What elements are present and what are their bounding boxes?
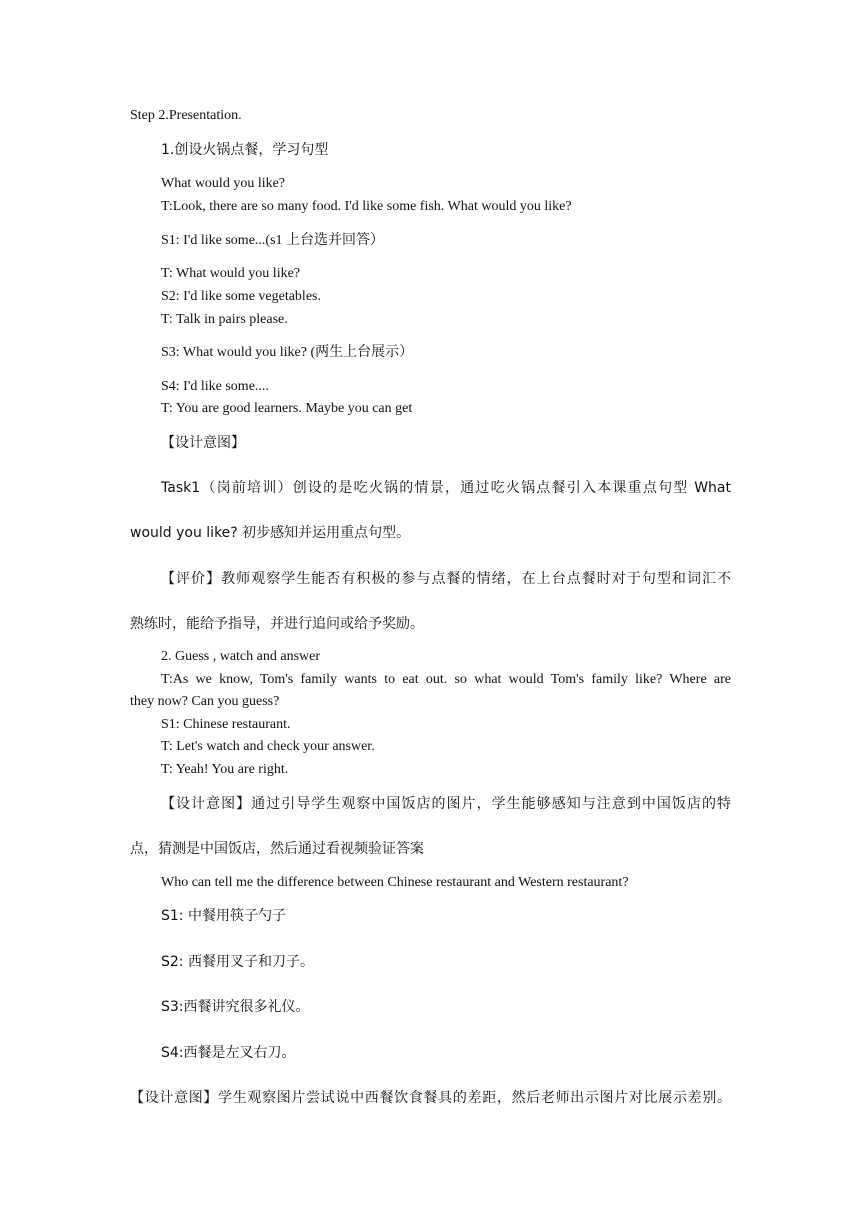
design-intent-paragraph: 点，猜测是中国饭店，然后通过看视频验证答案 <box>130 841 424 857</box>
section-heading-2: 2. Guess , watch and answer <box>161 649 321 664</box>
section-heading-1: 1.创设火锅点餐，学习句型 <box>161 142 329 158</box>
text-line: S3: What would you like? (两生上台展示） <box>161 345 414 360</box>
design-intent-paragraph: would you like? 初步感知并运用重点句型。 <box>130 525 411 541</box>
text-line: S3:西餐讲究很多礼仪。 <box>161 999 310 1015</box>
text-line: T: Yeah! You are right. <box>161 762 289 777</box>
text-line: T: What would you like? <box>161 266 301 281</box>
evaluation-paragraph: 【评价】教师观察学生能否有积极的参与点餐的情绪，在上台点餐时对于句型和词汇不 <box>161 571 731 587</box>
text-line: S4: I'd like some.... <box>161 379 269 394</box>
text-line: T: You are good learners. Maybe you can get <box>161 401 413 416</box>
text-line: T: Talk in pairs please. <box>161 312 288 327</box>
text-line: T:As we know, Tom's family wants to eat out. so what would Tom's family like? Where are <box>161 672 731 687</box>
design-intent-paragraph: Task1（岗前培训）创设的是吃火锅的情景，通过吃火锅点餐引入本课重点句型 What <box>161 480 731 496</box>
design-intent-paragraph: 【设计意图】通过引导学生观察中国饭店的图片，学生能够感知与注意到中国饭店的特 <box>161 796 731 812</box>
step-heading: Step 2.Presentation. <box>130 108 242 123</box>
text-line: S2: I'd like some vegetables. <box>161 289 321 304</box>
evaluation-paragraph: 熟练时，能给予指导，并进行追问或给予奖励。 <box>130 616 424 632</box>
text-line: they now? Can you guess? <box>130 694 280 709</box>
design-intent-heading: 【设计意图】 <box>161 435 245 451</box>
text-line: S1: 中餐用筷子勺子 <box>161 908 286 924</box>
text-line: What would you like? <box>161 176 286 191</box>
text-line: S1: Chinese restaurant. <box>161 717 291 732</box>
text-line: S1: I'd like some...(s1 上台选并回答） <box>161 233 385 248</box>
text-line: Who can tell me the difference between Chinese restaurant and Western restaurant? <box>161 875 629 890</box>
text-line: S4:西餐是左叉右刀。 <box>161 1045 296 1061</box>
text-line: S2: 西餐用叉子和刀子。 <box>161 954 314 970</box>
text-line: T:Look, there are so many food. I'd like some fish. What would you like? <box>161 199 572 214</box>
design-intent-paragraph: 【设计意图】学生观察图片尝试说中西餐饮食餐具的差距，然后老师出示图片对比展示差别。 <box>130 1090 731 1106</box>
text-line: T: Let's watch and check your answer. <box>161 739 375 754</box>
